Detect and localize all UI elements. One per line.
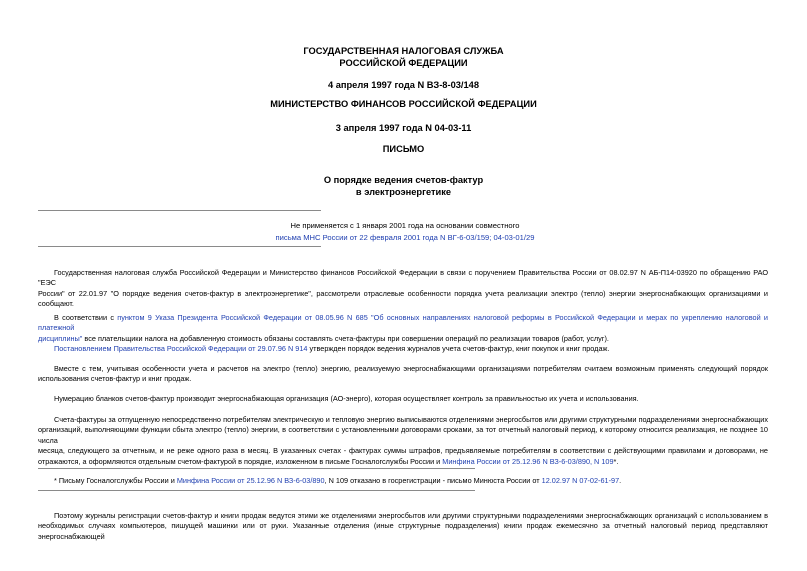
divider-footnote-top (38, 468, 475, 469)
p6-line4 (38, 457, 768, 467)
status-note-link[interactable]: письма МНС России от 22 февраля 2001 года N ВГ-6-03/159; 04-03-01/29 (275, 233, 535, 242)
p7-line2: необходимых случаях компьютеров, пишущей машинки или от руки. Указанные отделения (иные структурные подразделения) книги продаж ежемесячно за отчетный налоговый период представляют энергоснабжающей (38, 521, 768, 541)
p7-line1: Поэтому журналы регистрации счетов-фактур и книги продаж ведутся этими же отделениями энергосбытов или другими структурными подразделениями энергоснабжающих организаций с использованием в (54, 511, 768, 520)
p6-line1: Счета-фактуры за отпущенную непосредственно потребителям электрическую и тепловую энергию выписываются отделениями энергосбытов или другими структурными подразделениями энергоснабжающих (54, 415, 768, 424)
p1-line2: России" от 22.01.97 "О порядке ведения счетов-фактур в электроэнергетике", рассмотрели отраслевые особенности порядка учета реализации электро (тепло) энергии энергоснабжающих организациями и (38, 288, 768, 298)
resolution-914-link[interactable]: Постановлением Правительства Российской Федерации от 29.07.96 N 914 (54, 344, 308, 353)
p4-line2: использования счетов-фактур и книг продаж. (38, 374, 192, 384)
p1-line3: сообщают. (38, 299, 74, 309)
p5-line1: Нумерацию бланков счетов-фактур производит энергоснабжающая организация (АО-энерго), которая осуществляет контроль за правильностью их учета и использования. (54, 394, 639, 403)
fn-text-b: , N 109 отказано в госрегистрации - письмо Минюста России от (324, 476, 542, 485)
divider-note (38, 246, 321, 247)
status-note (240, 220, 570, 244)
paragraph-4 (38, 364, 768, 385)
p2-line1 (38, 313, 768, 334)
footnote (38, 476, 768, 486)
paragraph-2 (38, 313, 768, 344)
p2-line2 (38, 334, 768, 344)
p6-line3: месяца, следующего за отчетным, и не реже одного раза в месяц. В указанных счетах - фактурах суммы штрафов, предъявляемые потребителям в соответствии с действующими правилами и договорами, не (38, 446, 768, 456)
document-type: ПИСЬМО (382, 144, 425, 154)
divider-top (38, 210, 321, 211)
p3-line1 (38, 344, 768, 354)
title-line1: О порядке ведения счетов-фактур (323, 175, 484, 185)
fn-text-c: . (619, 476, 622, 485)
issue-date-2: 3 апреля 1997 года N 04-03-11 (335, 123, 472, 133)
footnote-line (38, 476, 768, 486)
status-note-line1: Не применяется с 1 января 2001 года на основании совместного (290, 221, 520, 230)
paragraph-6 (38, 415, 768, 467)
p1-line1: Государственная налоговая служба Российской Федерации и Министерство финансов Российской Федерации в связи с поручением Правительства России от 08.02.97 N АБ-П14-03920 по обращению РАО "ЕЭС (38, 268, 768, 288)
p2-text-a: В соответствии с (54, 313, 118, 322)
footnote-minjust-link[interactable]: 12.02.97 N 07-02-61-97 (541, 476, 620, 485)
footnote-minfin-link[interactable]: Минфина России от 25.12.96 N ВЗ-6-03/890 (176, 476, 325, 485)
p6-text-b: *. (613, 456, 619, 466)
decree-685-link[interactable]: пунктом 9 Указа Президента Российской Федерации от 08.05.96 N 685 "Об основных направлениях налоговой реформы в Российской Федерации и мерах по укреплению налоговой и платежной (38, 313, 769, 333)
issuer-block-1 (0, 45, 807, 69)
decree-685-link-cont[interactable]: дисциплины" (38, 333, 83, 343)
issuer1-line2: РОССИЙСКОЙ ФЕДЕРАЦИИ (339, 58, 468, 68)
p3-text: утвержден порядок ведения журналов учета счетов-фактур, книг покупок и книг продаж. (307, 344, 610, 353)
document-title (0, 174, 807, 198)
title-line2: в электроэнергетике (355, 187, 452, 197)
issuer-block-2: МИНИСТЕРСТВО ФИНАНСОВ РОССИЙСКОЙ ФЕДЕРАЦИИ (270, 99, 537, 109)
p6-text-a: отражаются, а оформляются отдельным счетом-фактурой в порядке, изложенном в письме Госналогслужбы России и (38, 456, 443, 466)
p6-line2: организаций, выполняющими функции сбыта электро (тепло) энергии, в соответствии с установленными договорами сроками, за тот отчетный налоговый период, к которому относится реализация, не позднее 10 числа (38, 425, 768, 445)
p4-line1: Вместе с тем, учитывая особенности учета и расчетов на электро (тепло) энергию, реализуемую энергоснабжающими организациями потребителям считаем возможным применять следующий порядок (54, 364, 768, 373)
paragraph-3 (38, 344, 768, 354)
paragraph-1 (38, 268, 768, 310)
paragraph-7 (38, 511, 768, 542)
issuer1-line1: ГОСУДАРСТВЕННАЯ НАЛОГОВАЯ СЛУЖБА (303, 46, 504, 56)
paragraph-5 (38, 394, 768, 404)
fn-text-a: * Письму Госналогслужбы России и (54, 476, 177, 485)
p2-text-b: все плательщики налога на добавленную стоимость обязаны составлять счета-фактуры при совершении операций по реализации товаров (работ, услуг). (82, 333, 609, 343)
minfin-890-link[interactable]: Минфина России от 25.12.96 N ВЗ-6-03/890, N 109 (442, 456, 614, 466)
issue-date-1: 4 апреля 1997 года N ВЗ-8-03/148 (327, 80, 480, 90)
divider-footnote-bottom (38, 490, 475, 491)
